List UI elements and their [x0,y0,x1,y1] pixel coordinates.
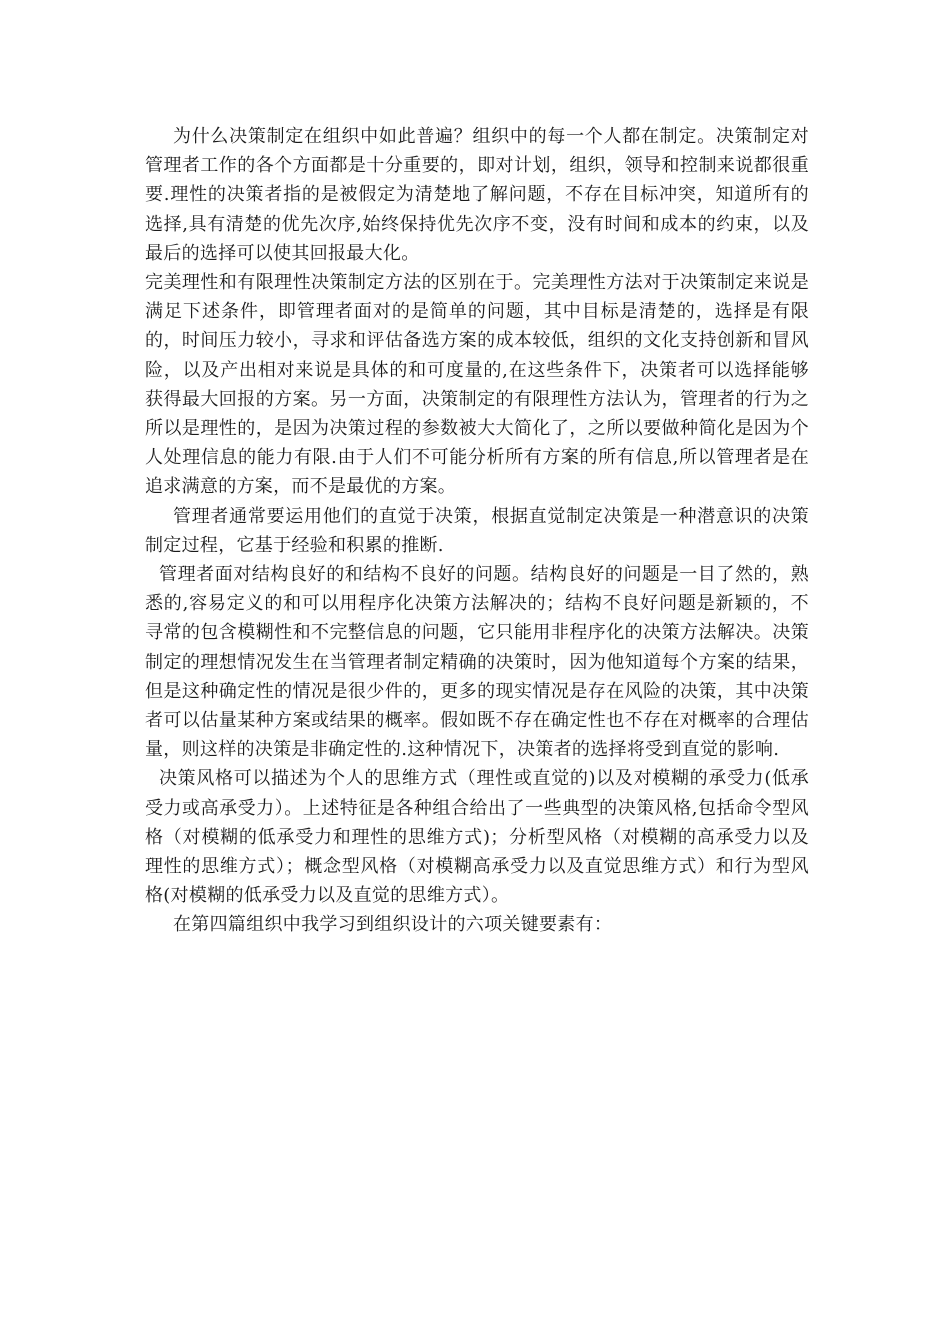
paragraph-decision-ubiquity: 为什么决策制定在组织中如此普遍？组织中的每一个人都在制定。决策制定对管理者工作的各个方面都是十分重要的，即对计划，组织，领导和控制来说都很重要.理性的决策者指的是被假定为清楚地了解问题，不存在目标冲突，知道所有的选择,具有清楚的优先次序,始终保持优先次序不变，没有时间和成本的约束，以及最后的选择可以使其回报最大化。 [145,126,809,264]
paragraph-org-design-intro: 在第四篇组织中我学习到组织设计的六项关键要素有： [173,914,613,936]
paragraph-rationality-comparison: 完美理性和有限理性决策制定方法的区别在于。完美理性方法对于决策制定来说是满足下述条件，即管理者面对的是简单的问题，其中目标是清楚的，选择是有限的，时间压力较小，寻求和评估备选方案的成本较低，组织的文化支持创新和冒风险，以及产出相对来说是具体的和可度量的,在这些条件下，决策者可以选择能够获得最大回报的方案。另一方面，决策制定的有限理性方法认为，管理者的行为之所以是理性的，是因为决策过程的参数被大大简化了，之所以要做种简化是因为个人处理信息的能力有限.由于人们不可能分析所有方案的所有信息,所以管理者是在追求满意的方案，而不是最优的方案。 [145,272,809,498]
document-body [145,122,809,940]
paragraph-decision-styles: 决策风格可以描述为个人的思维方式（理性或直觉的)以及对模糊的承受力(低承受力或高承受力）。上述特征是各种组合给出了一些典型的决策风格,包括命令型风格（对模糊的低承受力和理性的思维方式)；分析型风格（对模糊的高承受力以及理性的思维方式）；概念型风格（对模糊高承受力以及直觉思维方式）和行为型风格(对模糊的低承受力以及直觉的思维方式）。 [145,768,809,907]
paragraph-intuition: 管理者通常要运用他们的直觉于决策，根据直觉制定决策是一种潜意识的决策制定过程，它基于经验和积累的推断. [145,505,809,556]
paragraph-problem-structure: 管理者面对结构良好的和结构不良好的问题。结构良好的问题是一目了然的，熟悉的,容易定义的和可以用程序化决策方法解决的；结构不良好问题是新颖的，不寻常的包含模糊性和不完整信息的问题，它只能用非程序化的决策方法解决。决策制定的理想情况发生在当管理者制定精确的决策时，因为他知道每个方案的结果，但是这种确定性的情况是很少件的，更多的现实情况是存在风险的决策，其中决策者可以估量某种方案或结果的概率。假如既不存在确定性也不存在对概率的合理估量，则这样的决策是非确定性的.这种情况下，决策者的选择将受到直觉的影响. [145,564,809,761]
